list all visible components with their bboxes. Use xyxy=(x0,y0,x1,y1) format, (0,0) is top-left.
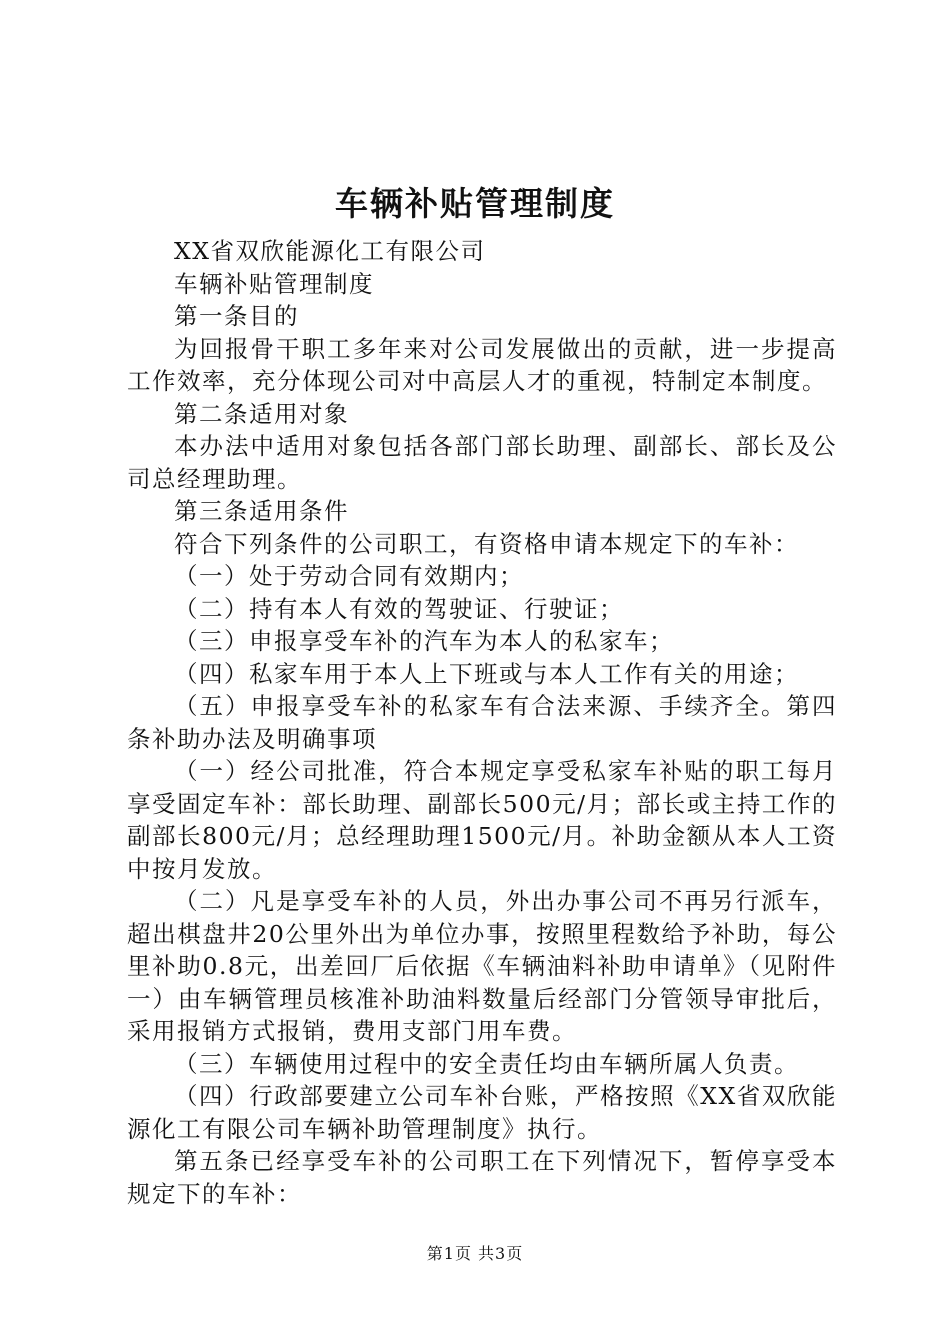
page-number-footer: 第1页 共3页 xyxy=(426,1244,524,1263)
article-4-item-2: （二）凡是享受车补的人员，外出办事公司不再另行派车，超出棋盘井20公里外出为单位办事，按照里程数给予补助，每公里补助0.8元，出差回厂后依据《车辆油料补助申请单》（见附件一）由车辆管理员核准补助油料数量后经部门分管领导审批后，采用报销方式报销，费用支部门用车费。 xyxy=(127,887,837,1045)
article-3-heading: 第三条适用条件 xyxy=(174,497,349,525)
article-2-text: 本办法中适用对象包括各部门部长助理、副部长、部长及公司总经理助理。 xyxy=(127,432,837,493)
article-4-item-4: （四）行政部要建立公司车补台账，严格按照《XX省双欣能源化工有限公司车辆补助管理制度》执行。 xyxy=(127,1082,837,1143)
article-3-item-3: （三）申报享受车补的汽车为本人的私家车； xyxy=(174,627,674,655)
paragraph-subtitle: 车辆补贴管理制度 xyxy=(174,269,374,298)
article-2-heading: 第二条适用对象 xyxy=(174,399,349,428)
article-4-item-3: （三）车辆使用过程中的安全责任均由车辆所属人负责。 xyxy=(174,1049,799,1078)
article-1-text: 为回报骨干职工多年来对公司发展做出的贡献，进一步提高工作效率，充分体现公司对中高层人才的重视，特制定本制度。 xyxy=(127,334,837,395)
article-4-item-1: （一）经公司批准，符合本规定享受私家车补贴的职工每月享受固定车补：部长助理、副部长500元/月；部长或主持工作的副部长800元/月；总经理助理1500元/月。补助金额从本人工资中按月发放。 xyxy=(127,757,837,883)
document-body xyxy=(127,235,837,1210)
article-5-text: 第五条已经享受车补的公司职工在下列情况下，暂停享受本规定下的车补： xyxy=(127,1147,837,1208)
article-3-intro: 符合下列条件的公司职工，有资格申请本规定下的车补： xyxy=(174,529,799,558)
article-3-item-2: （二）持有本人有效的驾驶证、行驶证； xyxy=(174,594,624,623)
article-3-item-5: （五）申报享受车补的私家车有合法来源、手续齐全。第四条补助办法及明确事项 xyxy=(127,692,837,753)
paragraph-company-name: XX省双欣能源化工有限公司 xyxy=(174,237,486,265)
article-3-item-1: （一）处于劳动合同有效期内； xyxy=(174,562,524,590)
article-1-heading: 第一条目的 xyxy=(174,302,299,330)
article-3-item-4: （四）私家车用于本人上下班或与本人工作有关的用途； xyxy=(174,659,799,688)
document-title: 车辆补贴管理制度 xyxy=(335,184,615,223)
